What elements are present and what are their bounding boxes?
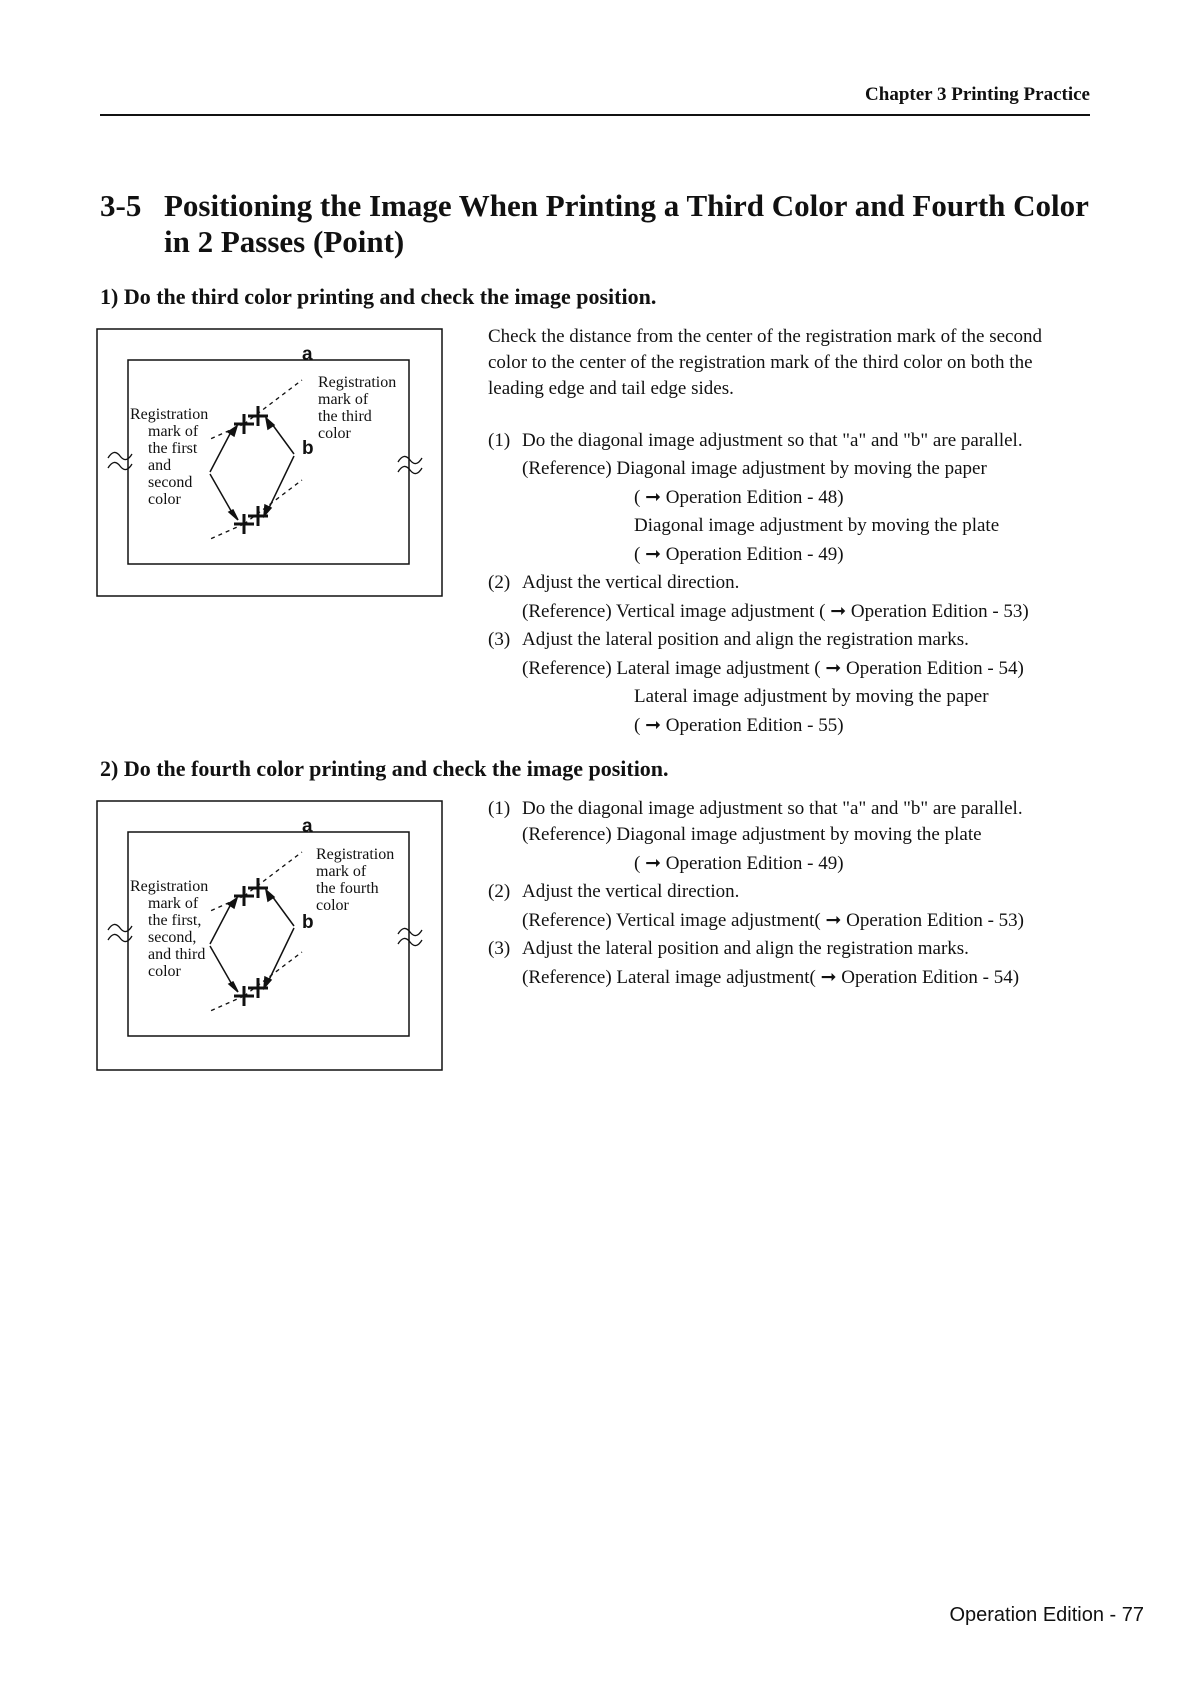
left-label-line: the first	[148, 440, 198, 457]
right-label-line: the fourth	[316, 880, 379, 897]
item-text: Adjust the lateral position and align the registration marks.	[522, 629, 969, 650]
item-text: Diagonal image adjustment by moving the plate	[634, 515, 1000, 536]
step1-intro	[488, 324, 1088, 402]
intro-line: Check the distance from the center of the registration mark of the second	[488, 326, 1042, 347]
figure-third-right-label	[318, 374, 396, 442]
item-number: (2)	[488, 881, 511, 902]
figure-fourth-color	[96, 800, 446, 1072]
left-label-line: Registration	[130, 878, 209, 895]
figure-fourth-label-b: b	[302, 912, 314, 933]
step1-heading: 1) Do the third color printing and check the image position.	[100, 284, 657, 309]
figure-fourth-right-label	[316, 846, 394, 914]
right-label-line: mark of	[316, 863, 367, 880]
item-text: (Reference) Lateral image adjustment ( ➞ Operation Edition - 54)	[522, 658, 1024, 679]
right-label-line: the third	[318, 408, 372, 425]
item-text: (Reference) Vertical image adjustment ( ➞ Operation Edition - 53)	[522, 601, 1029, 622]
item-number: (3)	[488, 629, 511, 650]
section-title-line2: in 2 Passes (Point)	[164, 224, 405, 259]
item-text: Adjust the vertical direction.	[522, 572, 740, 593]
right-label-line: Registration	[316, 846, 395, 863]
left-label-line: mark of	[148, 423, 199, 440]
intro-line: leading edge and tail edge sides.	[488, 378, 734, 399]
item-text: (Reference) Lateral image adjustment( ➞ Operation Edition - 54)	[522, 967, 1020, 988]
item-text: ( ➞ Operation Edition - 49)	[634, 853, 844, 874]
item-text: ( ➞ Operation Edition - 48)	[634, 487, 844, 508]
item-number: (1)	[488, 430, 511, 451]
figure-fourth-label-a: a	[302, 816, 313, 837]
left-label-line: and third	[148, 946, 206, 963]
left-label-line: Registration	[130, 406, 209, 423]
figure-third-label-b: b	[302, 438, 314, 459]
right-label-line: color	[318, 425, 351, 442]
item-number: (1)	[488, 798, 511, 819]
header-rule	[100, 114, 1090, 116]
chapter-header: Chapter 3 Printing Practice	[865, 84, 1090, 105]
left-label-line: mark of	[148, 895, 199, 912]
section-title-line1: Positioning the Image When Printing a Third Color and Fourth Color	[164, 188, 1089, 223]
item-text: (Reference) Vertical image adjustment( ➞ Operation Edition - 53)	[522, 910, 1024, 931]
section-number: 3-5	[100, 188, 142, 223]
left-label-line: color	[148, 491, 181, 508]
item-text: ( ➞ Operation Edition - 49)	[634, 544, 844, 565]
item-text: Adjust the vertical direction.	[522, 881, 740, 902]
item-text: ( ➞ Operation Edition - 55)	[634, 715, 844, 736]
figure-third-label-a: a	[302, 344, 313, 365]
item-text: (Reference) Diagonal image adjustment by moving the paper	[522, 458, 987, 479]
section-title	[100, 188, 1089, 260]
left-label-line: and	[148, 457, 172, 474]
left-label-line: the first,	[148, 912, 202, 929]
item-text: Adjust the lateral position and align the registration marks.	[522, 938, 969, 959]
item-number: (2)	[488, 572, 511, 593]
item-text: Do the diagonal image adjustment so that "a" and "b" are parallel.	[522, 430, 1023, 451]
item-text: Lateral image adjustment by moving the paper	[634, 686, 989, 707]
intro-line: color to the center of the registration mark of the third color on both the	[488, 352, 1033, 373]
figure-third-color	[96, 328, 446, 598]
right-label-line: mark of	[318, 391, 369, 408]
item-text: Do the diagonal image adjustment so that "a" and "b" are parallel.	[522, 798, 1023, 819]
right-label-line: Registration	[318, 374, 397, 391]
left-label-line: second,	[148, 929, 197, 946]
step2-heading: 2) Do the fourth color printing and check the image position.	[100, 756, 669, 781]
page-footer: Operation Edition - 77	[949, 1604, 1144, 1626]
left-label-line: color	[148, 963, 181, 980]
item-text: (Reference) Diagonal image adjustment by moving the plate	[522, 824, 982, 845]
figure-third-left-label	[130, 406, 208, 508]
left-label-line: second	[148, 474, 193, 491]
item-number: (3)	[488, 938, 511, 959]
figure-fourth-left-label	[130, 878, 208, 980]
right-label-line: color	[316, 897, 349, 914]
